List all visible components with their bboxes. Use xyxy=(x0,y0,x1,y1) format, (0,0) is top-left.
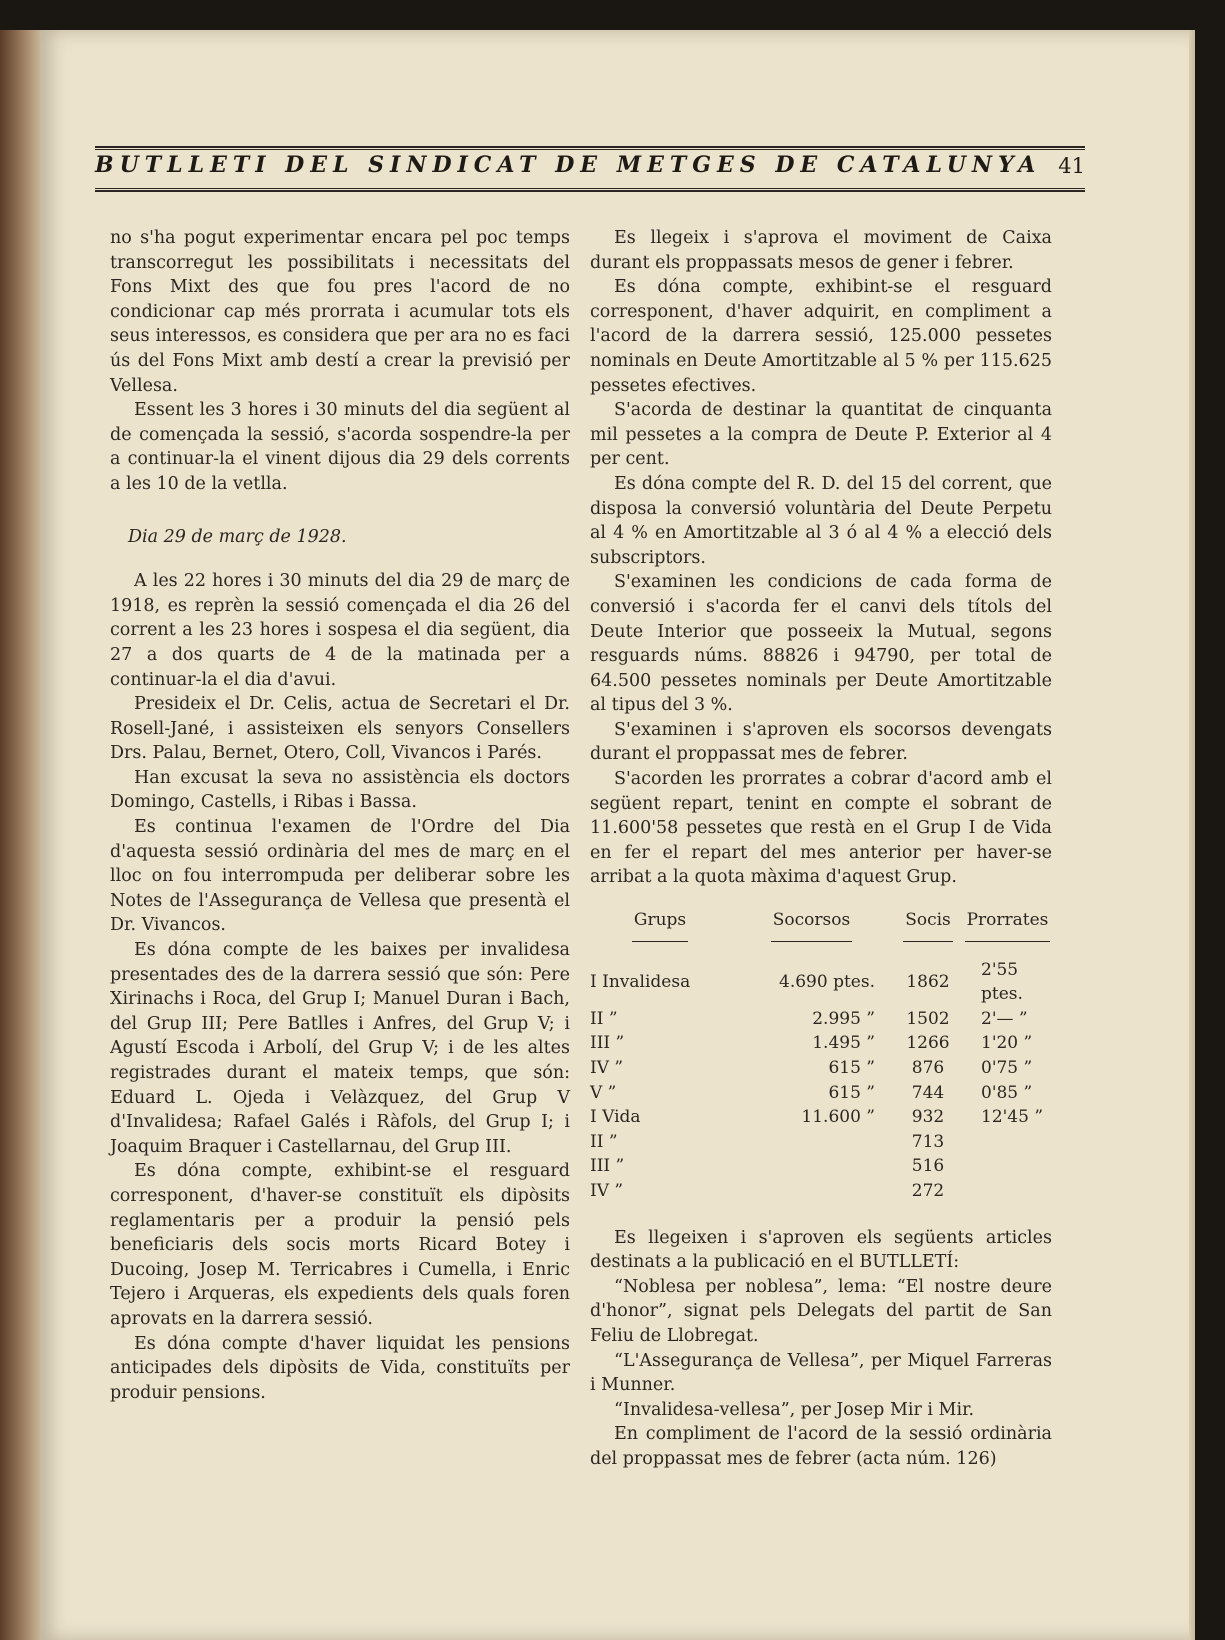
table-cell: 713 xyxy=(911,1131,945,1152)
page xyxy=(40,30,1195,1640)
paragraph: En compliment de l'acord de la sessió ordinària del proppassat mes de febrer (acta núm. 126) xyxy=(590,1424,1052,1469)
paragraph: A les 22 hores i 30 minuts del dia 29 de març de 1918, es reprèn la sessió començada el dia 26 del corrent a les 23 hores i sospesa el dia següent, dia 27 a dos quarts de 4 de la matinada per a continuar-la el dia d'avui. xyxy=(110,571,570,690)
paragraph: S'acorden les prorrates a cobrar d'acord amb el següent repart, tenint en compte el sobrant de 11.600'58 pessetes que restà en el Grup I de Vida en fer el repart del mes anterior per haver-se arribat a la quota màxima d'aquest Grup. xyxy=(590,769,1052,888)
table-row xyxy=(590,1105,1052,1130)
table-cell: 1502 xyxy=(906,1008,950,1029)
paragraph: “L'Assegurança de Vellesa”, per Miquel Farreras i Munner. xyxy=(590,1350,1052,1396)
table-cell: 2'— ” xyxy=(981,1008,1028,1029)
table-cell: II ” xyxy=(590,1008,618,1029)
table-cell: 12'45 ” xyxy=(981,1107,1044,1128)
table-cell: I Vida xyxy=(590,1107,641,1128)
column-header-label: Grups xyxy=(632,908,688,942)
table-row xyxy=(590,1154,1052,1179)
paragraph: Es dóna compte, exhibint-se el resguard corresponent, d'haver-se constituït els dipòsits reglamentaris per a produir la pensió pels beneficiaris dels socis morts Ricard Botey i Ducoing, Josep M. Terricabres i Cumella, i Enric Tejero i Arqueras, els expedients dels quals foren aprovats en la darrera sessió. xyxy=(110,1161,570,1329)
paragraph: Es dóna compte de les baixes per invalidesa presentades des de la darrera sessió que són: Pere Xirinachs i Roca, del Grup I; Manuel Duran i Bach, del Grup III; Pere Batlles i Anfres, del Grup V; i Agustí Escoda i Arbolí, del Grup V; i de les altes registrades durant el mateix temps, que són: Eduard L. Ojeda i Velàzquez, del Grup V d'Invalidesa; Rafael Galés i Ràfols, del Grup I; i Joaquim Braquer i Castellarnau, del Grup III. xyxy=(110,940,570,1157)
table-cell xyxy=(730,1179,893,1204)
table-cell xyxy=(730,1130,893,1155)
column-header xyxy=(963,904,1052,950)
table-cell: 0'75 ” xyxy=(981,1058,1033,1078)
header-rule-top xyxy=(95,146,1085,150)
prorrates-table xyxy=(590,904,1052,1204)
paragraph: S'examinen i s'aproven els socorsos devengats durant el proppassat mes de febrer. xyxy=(590,719,1052,765)
date-heading: Dia 29 de març de 1928. xyxy=(128,526,347,547)
table-cell: 272 xyxy=(911,1180,945,1201)
left-column xyxy=(110,226,570,1405)
table-cell: V ” xyxy=(590,1082,617,1103)
paragraph: Es llegeixen i s'aproven els següents articles destinats a la publicació en el BUTLLETÍ: xyxy=(590,1227,1052,1273)
column-header xyxy=(893,904,963,950)
table-cell xyxy=(963,1130,1052,1155)
table-cell xyxy=(963,1179,1052,1204)
table-row xyxy=(590,1130,1052,1155)
table-header-row xyxy=(590,904,1052,950)
paragraph: S'examinen les condicions de cada forma de conversió i s'acorda fer el canvi dels títols del Deute Interior que posseeix la Mutual, segons resguards núms. 88826 i 94790, per total de 64.500 pessetes nominals per Deute Amortitzable al tipus del 3 %. xyxy=(590,572,1052,716)
paragraph: Es llegeix i s'aprova el moviment de Caixa durant els proppassats mesos de gener i febrer. xyxy=(590,228,1052,273)
paragraph: “Invalidesa-vellesa”, per Josep Mir i Mir. xyxy=(614,1399,975,1420)
book-spine xyxy=(0,30,42,1640)
table-row xyxy=(590,1081,1052,1106)
table-cell: 1862 xyxy=(906,971,950,992)
header-rule-bottom xyxy=(95,188,1085,192)
table-row xyxy=(590,1031,1052,1056)
column-header xyxy=(590,904,730,950)
table-cell: 516 xyxy=(911,1156,945,1177)
table-cell: 615 ” xyxy=(828,1058,875,1078)
column-header xyxy=(730,904,893,950)
journal-title: BUTLLETI DEL SINDICAT DE METGES DE CATALUNYA xyxy=(95,152,1042,178)
paragraph: Es continua l'examen de l'Ordre del Dia d'aquesta sessió ordinària del mes de març en el lloc on fou interrompuda per deliberar sobre les Notes de l'Assegurança de Vellesa que presentà el Dr. Vivancos. xyxy=(110,817,570,936)
table-row xyxy=(590,1007,1052,1032)
paragraph: “Noblesa per noblesa”, lema: “El nostre deure d'honor”, signat pels Delegats del partit de San Feliu de Llobregat. xyxy=(590,1276,1052,1346)
table-row xyxy=(590,1056,1052,1081)
table-cell: 2.995 ” xyxy=(812,1008,875,1029)
table-cell: 4.690 ptes. xyxy=(779,971,875,992)
table-cell: 1266 xyxy=(906,1033,950,1054)
column-header-label: Prorrates xyxy=(965,908,1051,942)
table-row xyxy=(590,1179,1052,1204)
paragraph: Han excusat la seva no assistència els doctors Domingo, Castells, i Ribas i Bassa. xyxy=(110,767,570,813)
table-cell: 1'20 ” xyxy=(981,1033,1033,1054)
page-edge xyxy=(1189,30,1195,1640)
right-column xyxy=(590,226,1052,1472)
paragraph: no s'ha pogut experimentar encara pel poc temps transcorregut les possibilitats i necessitats del Fons Mixt des que fou pres l'acord de no condicionar cap més prorrata i acumular tots els seus interessos, es considera que per ara no es faci ús del Fons Mixt amb destí a crear la previsió per Vellesa. xyxy=(110,228,570,396)
table-cell: I Invalidesa xyxy=(590,971,691,992)
paragraph: Presideix el Dr. Celis, actua de Secretari el Dr. Rosell-Jané, i assisteixen els senyors Consellers Drs. Palau, Bernet, Otero, Coll, Vivancos i Parés. xyxy=(110,694,570,764)
paragraph: Es dóna compte d'haver liquidat les pensions anticipades dels dipòsits de Vida, constituïts per produir pensions. xyxy=(110,1333,570,1403)
table-cell: III ” xyxy=(590,1033,625,1054)
table-cell: 932 xyxy=(911,1107,945,1128)
table-cell: 0'85 ” xyxy=(981,1082,1033,1103)
table-cell: 876 xyxy=(911,1058,945,1078)
table-cell: III ” xyxy=(590,1156,625,1177)
page-number: 41 xyxy=(1058,154,1085,178)
paragraph: Es dóna compte del R. D. del 15 del corrent, que disposa la conversió voluntària del Deute Perpetu al 4 % en Amortitzable al 3 ó al 4 % a elecció dels subscriptors. xyxy=(590,473,1052,568)
table-cell: IV ” xyxy=(590,1180,624,1201)
table-cell: 615 ” xyxy=(828,1082,875,1103)
paragraph: Essent les 3 hores i 30 minuts del dia següent al de començada la sessió, s'acorda sospendre-la per a continuar-la el vinent dijous dia 29 dels corrents a les 10 de la vetlla. xyxy=(110,400,570,494)
table-cell: II ” xyxy=(590,1131,618,1152)
table-cell: IV ” xyxy=(590,1058,624,1078)
table-cell xyxy=(963,1154,1052,1179)
table-cell: 1.495 ” xyxy=(812,1033,875,1054)
column-header-label: Socorsos xyxy=(771,908,852,942)
paragraph: S'acorda de destinar la quantitat de cinquanta mil pessetes a la compra de Deute P. Exterior al 4 per cent. xyxy=(590,400,1052,470)
table-row xyxy=(590,950,1052,1007)
paragraph: Es dóna compte, exhibint-se el resguard corresponent, d'haver adquirit, en compliment a l'acord de la darrera sessió, 125.000 pessetes nominals en Deute Amortitzable al 5 % per 115.625 pessetes efectives. xyxy=(590,277,1052,396)
table-cell: 2'55 ptes. xyxy=(981,959,1023,1005)
column-header-label: Socis xyxy=(903,908,953,942)
table-cell: 11.600 ” xyxy=(801,1107,875,1128)
table-cell xyxy=(730,1154,893,1179)
table-cell: 744 xyxy=(911,1082,945,1103)
